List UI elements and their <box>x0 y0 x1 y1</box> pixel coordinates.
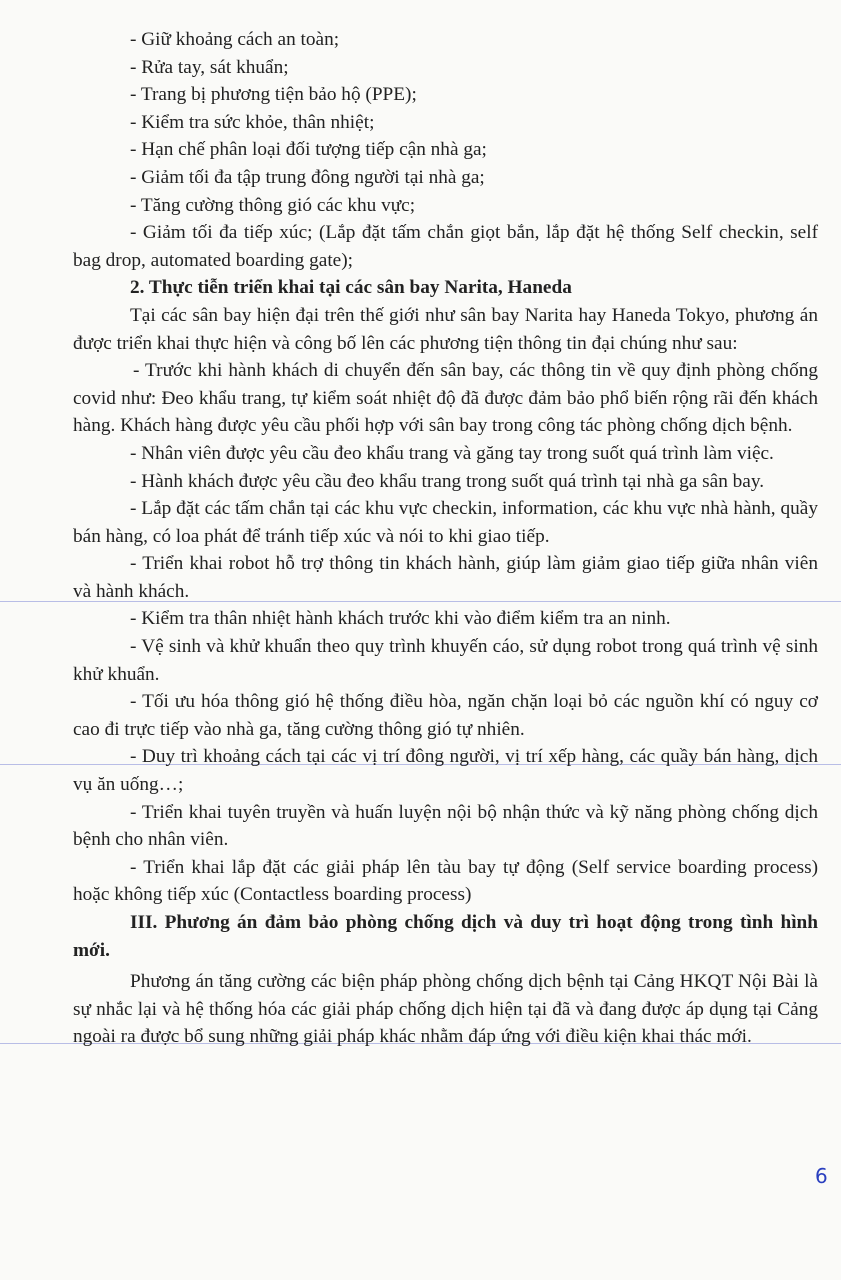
list-item: - Rửa tay, sát khuẩn; <box>130 56 289 78</box>
paragraph: Tại các sân bay hiện đại trên thế giới như sân bay Narita hay Haneda Tokyo, phương án được triển khai thực hiện và công bố lên các phương tiện thông tin đại chúng như sau: <box>73 304 818 354</box>
handwritten-mark: 6 <box>815 1164 828 1188</box>
list-item: - Giảm tối đa tiếp xúc; (Lắp đặt tấm chắn giọt bắn, lắp đặt hệ thống Self checkin, self bag drop, automated boarding gate); <box>73 222 818 271</box>
list-item: - Triển khai tuyên truyền và huấn luyện nội bộ nhận thức và kỹ năng phòng chống dịch bệnh cho nhân viên. <box>73 801 818 851</box>
list-item: - Lắp đặt các tấm chắn tại các khu vực checkin, information, các khu vực nhà hành, quầy bán hàng, có loa phát để tránh tiếp xúc và nói to khi giao tiếp. <box>73 498 818 547</box>
section-heading: 2. Thực tiễn triển khai tại các sân bay Narita, Haneda <box>130 277 572 299</box>
document-body <box>73 26 818 1051</box>
section-heading: III. Phương án đảm bảo phòng chống dịch và duy trì hoạt động trong tình hình mới. <box>73 912 818 961</box>
paragraph: Phương án tăng cường các biện pháp phòng chống dịch bệnh tại Cảng HKQT Nội Bài là sự nhắc lại và hệ thống hóa các giải pháp chống dịch hiện tại đã và đang được áp dụng tại Cảng ngoài ra được bổ sung những giải pháp khác nhằm đáp ứng với điều kiện khai thác mới. <box>73 971 818 1048</box>
list-item: - Nhân viên được yêu cầu đeo khẩu trang và găng tay trong suốt quá trình làm việc. <box>130 442 774 464</box>
list-item: - Giảm tối đa tập trung đông người tại nhà ga; <box>130 166 485 188</box>
list-item: - Hành khách được yêu cầu đeo khẩu trang trong suốt quá trình tại nhà ga sân bay. <box>130 470 765 492</box>
list-item: - Duy trì khoảng cách tại các vị trí đông người, vị trí xếp hàng, các quầy bán hàng, dịch vụ ăn uống…; <box>73 746 818 796</box>
list-item: - Hạn chế phân loại đối tượng tiếp cận nhà ga; <box>130 139 487 161</box>
list-item: - Giữ khoảng cách an toàn; <box>130 29 340 50</box>
list-item: - Triển khai robot hỗ trợ thông tin khách hành, giúp làm giảm giao tiếp giữa nhân viên và hành khách. <box>73 553 818 602</box>
list-item: - Tối ưu hóa thông gió hệ thống điều hòa, ngăn chặn loại bỏ các nguồn khí có nguy cơ cao đi trực tiếp vào nhà ga, tăng cường thông gió tự nhiên. <box>73 691 818 740</box>
list-item: - Kiểm tra sức khỏe, thân nhiệt; <box>130 111 375 133</box>
list-item: - Trước khi hành khách di chuyển đến sân bay, các thông tin về quy định phòng chống covid như: Đeo khẩu trang, tự kiểm soát nhiệt độ đã được đảm bảo phổ biến rộng rãi đến khách hàng. Khách hàng được yêu cầu phối hợp với sân bay trong công tác phòng chống dịch bệnh. <box>73 360 818 437</box>
list-item: - Vệ sinh và khử khuẩn theo quy trình khuyến cáo, sử dụng robot trong quá trình vệ sinh khử khuẩn. <box>73 636 818 685</box>
list-item: - Trang bị phương tiện bảo hộ (PPE); <box>130 84 417 106</box>
list-item: - Tăng cường thông gió các khu vực; <box>130 194 416 216</box>
list-item: - Kiểm tra thân nhiệt hành khách trước khi vào điểm kiểm tra an ninh. <box>130 608 671 630</box>
list-item: - Triển khai lắp đặt các giải pháp lên tàu bay tự động (Self service boarding process) hoặc không tiếp xúc (Contactless boarding process) <box>73 856 818 906</box>
